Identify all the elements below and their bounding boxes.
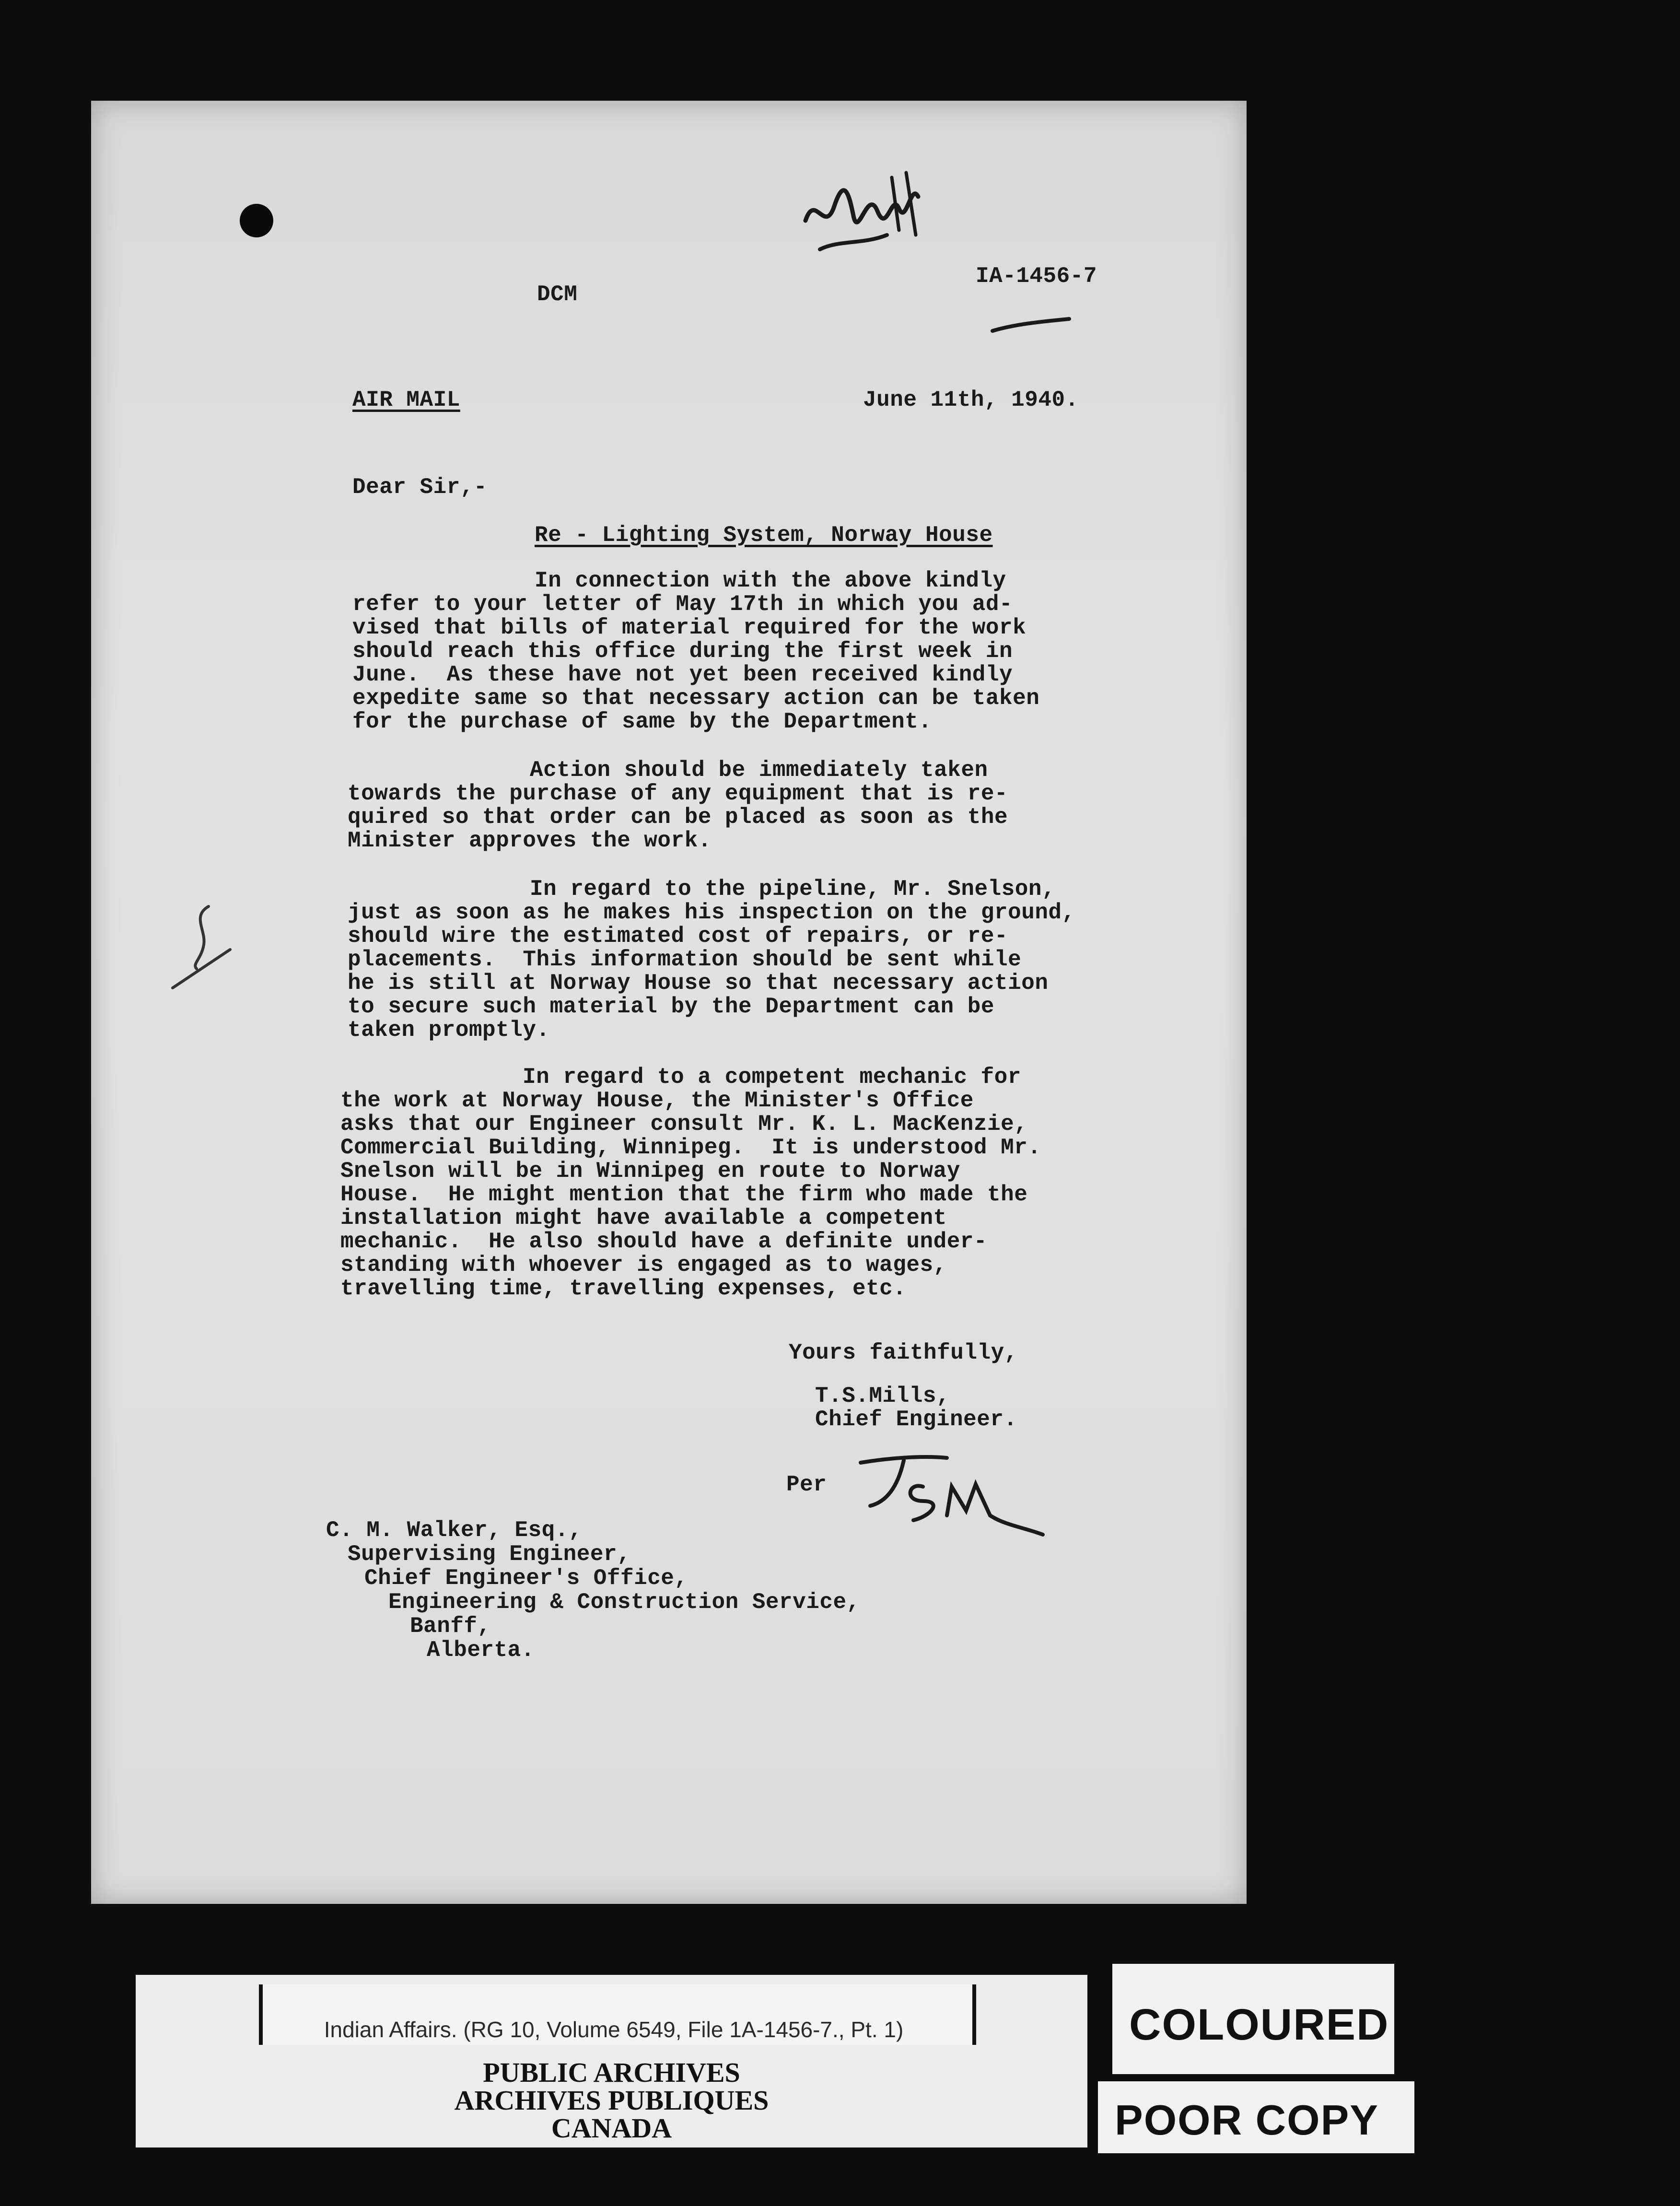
paragraph-4-line: standing with whoever is engaged as to wages, [340, 1253, 947, 1278]
paragraph-4-line: In regard to a competent mechanic for [523, 1065, 1021, 1090]
paragraph-3-line: placements. This information should be sent while [348, 947, 1022, 972]
recipient-line: Engineering & Construction Service, [388, 1590, 860, 1615]
paragraph-1-line: refer to your letter of May 17th in which you ad- [352, 592, 1013, 617]
paragraph-2-line: quired so that order can be placed as soon as the [348, 805, 1008, 830]
archive-name-fr: ARCHIVES PUBLIQUES [454, 2085, 769, 2116]
margin-check-mark [163, 897, 240, 993]
archive-reference: Indian Affairs. (RG 10, Volume 6549, File 1A-1456-7., Pt. 1) [324, 2017, 904, 2042]
paragraph-1-line: expedite same so that necessary action can be taken [352, 686, 1040, 711]
paragraph-4-line: Snelson will be in Winnipeg en route to Norway [340, 1159, 960, 1184]
recipient-line: Supervising Engineer, [348, 1542, 631, 1567]
paragraph-4-line: mechanic. He also should have a definite under- [340, 1229, 988, 1254]
paragraph-1-line: for the purchase of same by the Department. [352, 709, 932, 734]
paragraph-1-line: In connection with the above kindly [535, 568, 1006, 593]
archive-country: CANADA [551, 2112, 672, 2144]
file-reference: IA-1456-7 [976, 264, 1097, 289]
coloured-stamp: COLOURED [1129, 2000, 1389, 2049]
signer-title: Chief Engineer. [815, 1407, 1017, 1432]
paragraph-4-line: Commercial Building, Winnipeg. It is understood Mr. [340, 1135, 1041, 1160]
paragraph-1-line: vised that bills of material required for the work [352, 615, 1027, 640]
per-label: Per [786, 1472, 827, 1497]
recipient-line: Alberta. [427, 1638, 535, 1663]
recipient-line: Chief Engineer's Office, [364, 1566, 688, 1591]
letter-page [91, 101, 1247, 1904]
archive-name-en: PUBLIC ARCHIVES [483, 2057, 740, 2088]
recipient-line: C. M. Walker, Esq., [326, 1518, 582, 1543]
paragraph-4-line: the work at Norway House, the Minister's Office [340, 1088, 974, 1113]
punch-hole [240, 204, 273, 237]
paragraph-1-line: should reach this office during the first week in [352, 639, 1013, 664]
subject-line: Re - Lighting System, Norway House [535, 523, 993, 548]
paragraph-2-line: towards the purchase of any equipment that is re- [348, 781, 1008, 806]
closing: Yours faithfully, [789, 1340, 1018, 1365]
paragraph-3-line: just as soon as he makes his inspection on the ground, [348, 900, 1075, 925]
air-mail-label: AIR MAIL [352, 387, 460, 412]
paragraph-2-line: Action should be immediately taken [530, 758, 988, 783]
recipient-line: Banff, [410, 1614, 491, 1639]
paragraph-4-line: installation might have available a competent [340, 1206, 947, 1231]
paragraph-2-line: Minister approves the work. [348, 828, 712, 853]
paragraph-3-line: taken promptly. [348, 1018, 550, 1043]
paragraph-3-line: he is still at Norway House so that necessary action [348, 971, 1049, 996]
paragraph-4-line: travelling time, travelling expenses, etc. [340, 1276, 907, 1301]
salutation: Dear Sir,- [352, 475, 488, 500]
paragraph-4-line: asks that our Engineer consult Mr. K. L. MacKenzie, [340, 1112, 1028, 1137]
handwritten-signature [851, 1443, 1052, 1539]
signer-name: T.S.Mills, [815, 1384, 950, 1408]
paragraph-4-line: House. He might mention that the firm who made the [340, 1182, 1028, 1207]
handwritten-dash [988, 312, 1074, 340]
handwritten-file-note [796, 163, 930, 273]
letter-date: June 11th, 1940. [863, 387, 1079, 412]
initials: DCM [537, 282, 578, 307]
paragraph-3-line: In regard to the pipeline, Mr. Snelson, [530, 877, 1056, 902]
paragraph-1-line: June. As these have not yet been received kindly [352, 662, 1013, 687]
poor-copy-stamp: POOR COPY [1115, 2096, 1379, 2144]
paragraph-3-line: to secure such material by the Department can be [348, 994, 995, 1019]
paragraph-3-line: should wire the estimated cost of repairs, or re- [348, 924, 1008, 949]
